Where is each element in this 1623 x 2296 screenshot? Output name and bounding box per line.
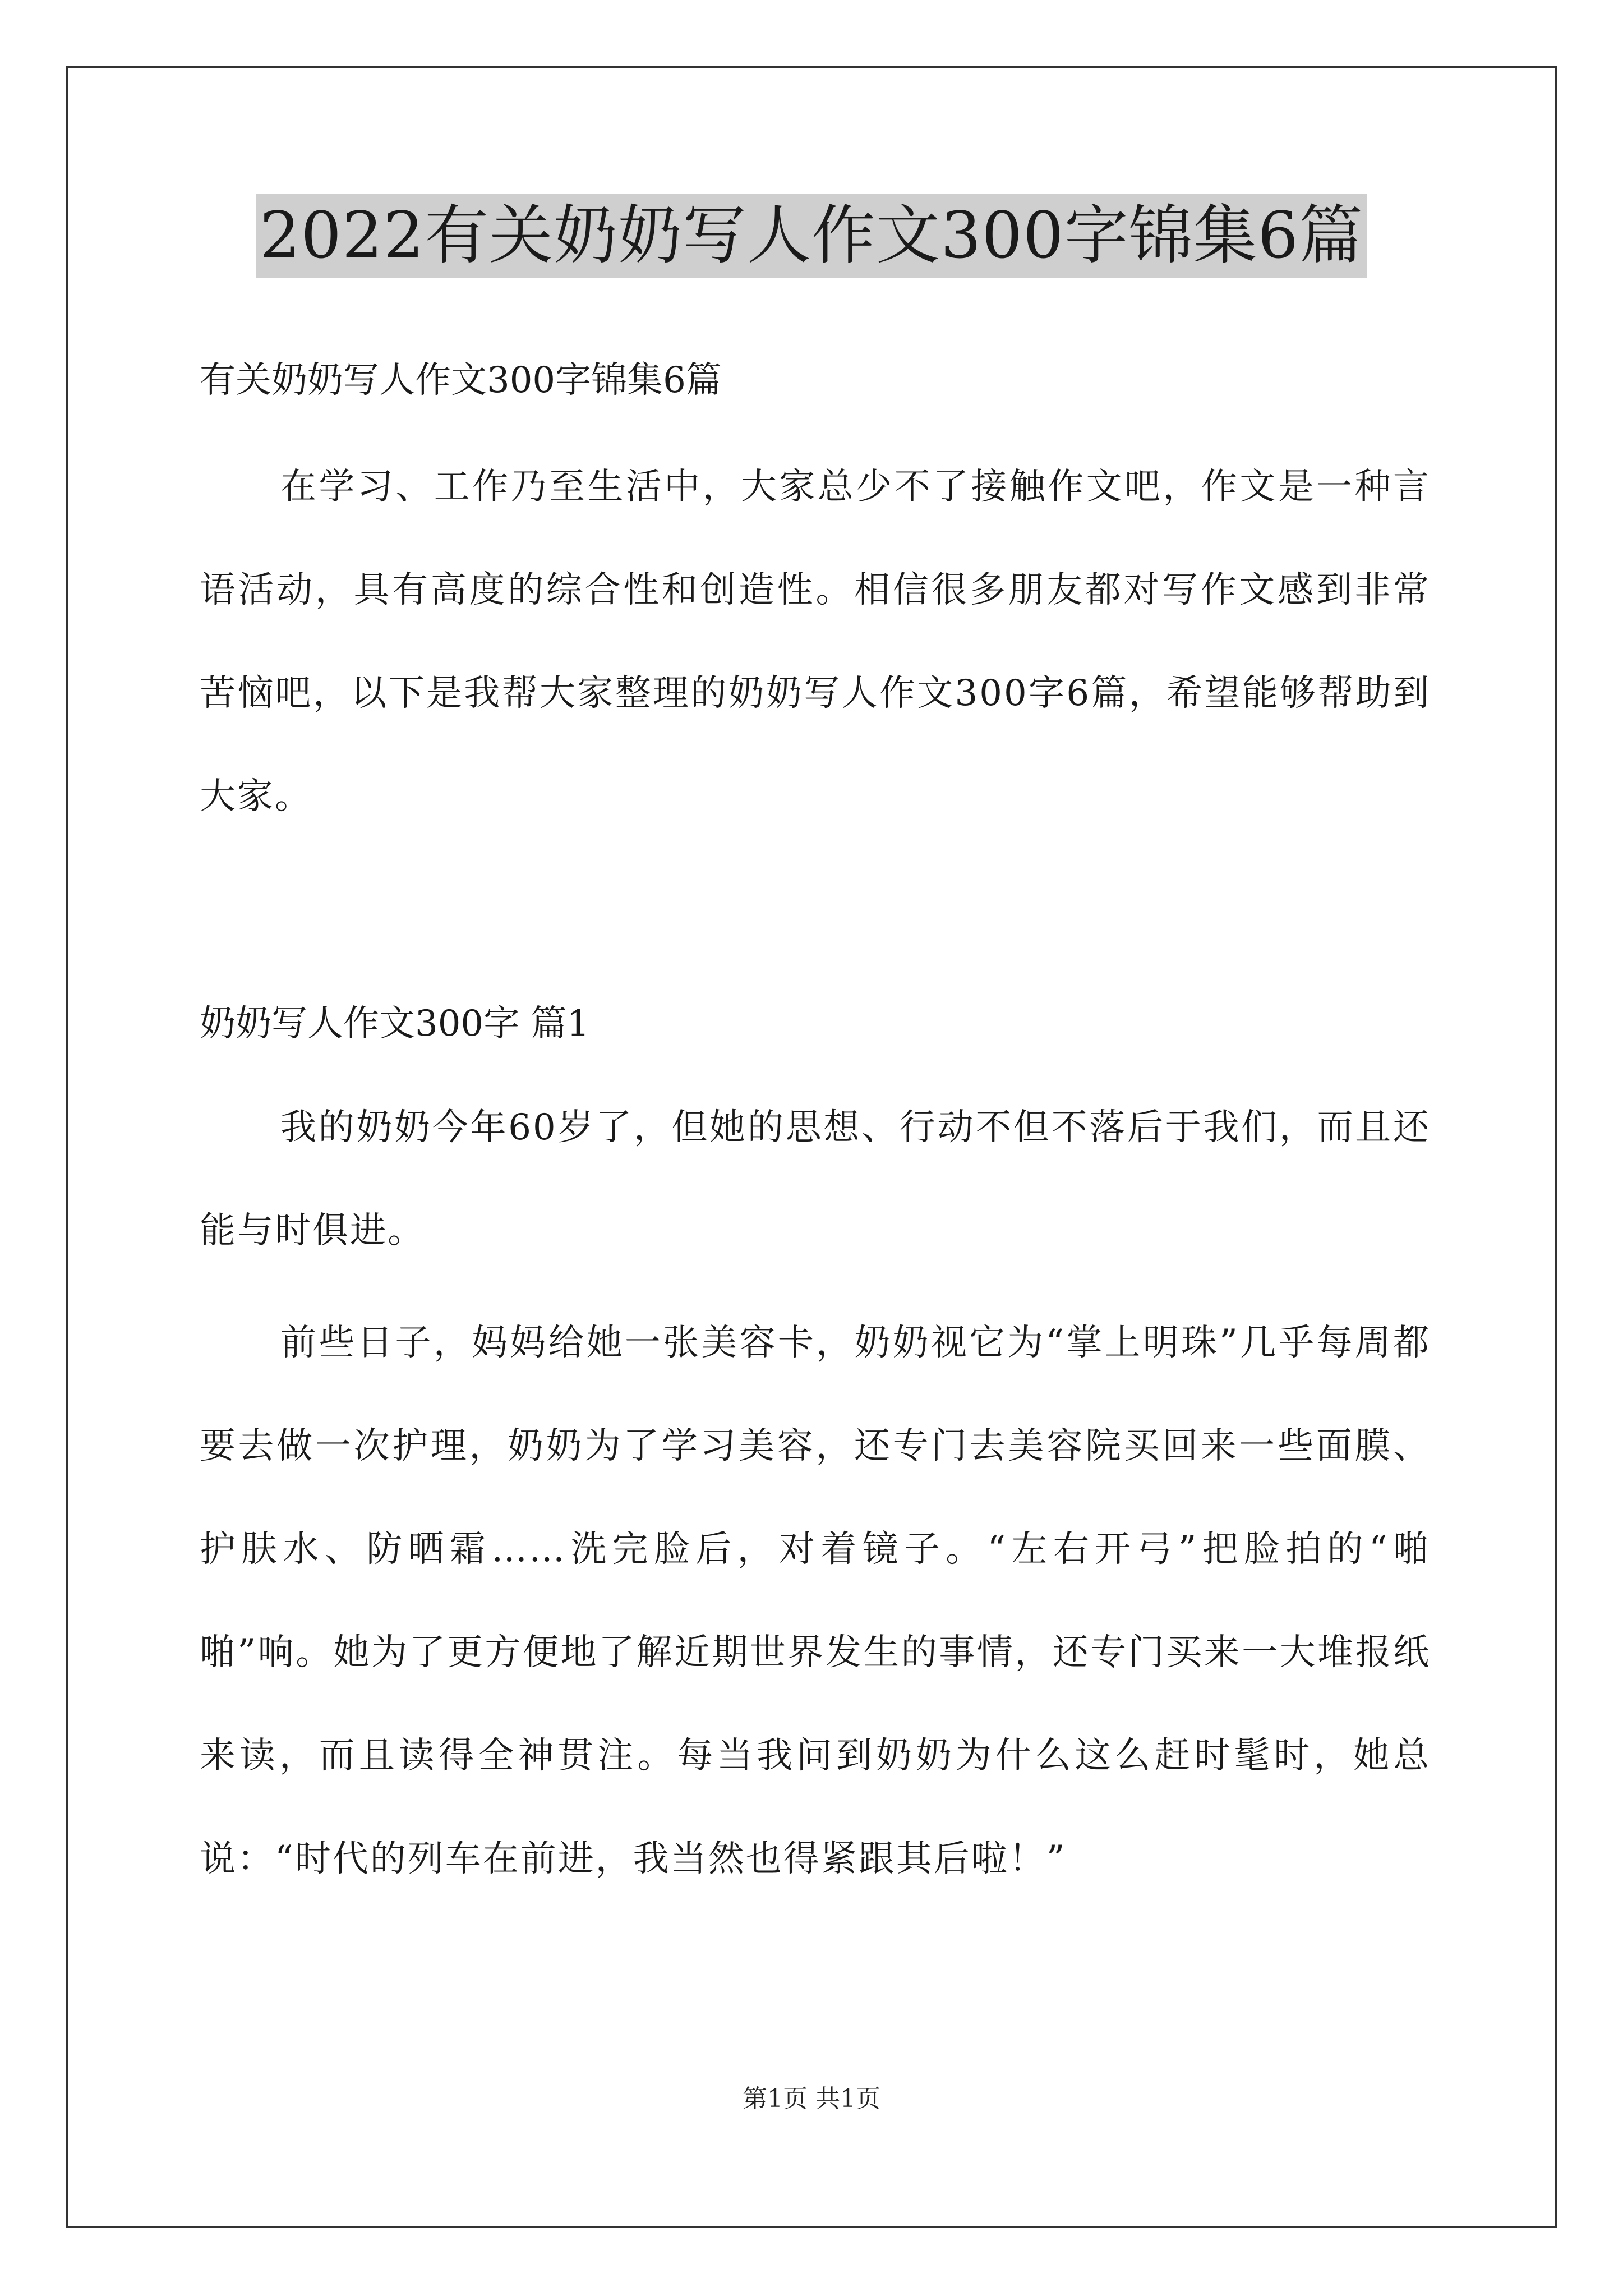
section-heading: 奶奶写人作文300字 篇1 [200,1003,590,1045]
document-title: 2022有关奶奶写人作文300字锦集6篇 [256,194,1367,278]
title-container [0,194,1623,278]
body-paragraph-2: 前些日子，妈妈给她一张美容卡，奶奶视它为“掌上明珠”几乎每周都要去做一次护理，奶奶为了学习美容，还专门去美容院买回来一些面膜、护肤水、防晒霜……洗完脸后，对着镜子。“左右开弓”把脸拍的“啪啪”响。她为了更方便地了解近期世界发生的事情，还专门买来一大堆报纸来读，而且读得全神贯注。每当我问到奶奶为什么这么赶时髦时，她总说：“时代的列车在前进，我当然也得紧跟其后啦！” [200,1322,1431,1880]
intro-paragraph: 在学习、工作乃至生活中，大家总少不了接触作文吧，作文是一种言语活动，具有高度的综合性和创造性。相信很多朋友都对写作文感到非常苦恼吧，以下是我帮大家整理的奶奶写人作文300字6篇，希望能够帮助到大家。 [200,466,1431,817]
page-footer: 第1页 共1页 [743,2085,880,2113]
body-paragraph-1: 我的奶奶今年60岁了，但她的思想、行动不但不落后于我们，而且还能与时俱进。 [200,1107,1431,1251]
document-subtitle: 有关奶奶写人作文300字锦集6篇 [200,360,722,401]
